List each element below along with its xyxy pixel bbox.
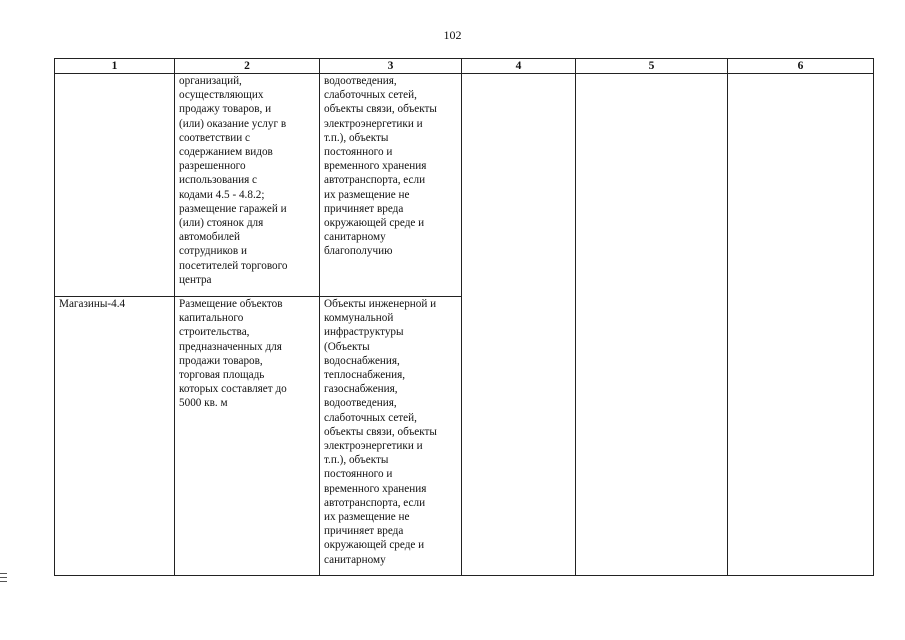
cell-use-name: [55, 74, 175, 297]
cell-text: водоотведения, слаботочных сетей, объекты связи, объекты электроэнергетики и т.п.), объекты постоянного и временного хранения автотранспорта, если их размещение не причиняет вреда окружающей среде и санитарному благополучию: [324, 75, 437, 258]
table-body: [55, 74, 874, 576]
cell-use-description: [175, 297, 320, 576]
cell-text: Магазины-4.4: [59, 298, 126, 310]
page-number: 102: [443, 28, 462, 42]
header-col-3: 3: [320, 59, 462, 74]
header-col-1: 1: [55, 59, 175, 74]
cell-col-6: [728, 74, 874, 576]
cell-auxiliary-uses: [320, 74, 462, 297]
cell-use-name: [55, 297, 175, 576]
header-col-4: 4: [462, 59, 576, 74]
table-header: [55, 59, 874, 74]
header-col-5: 5: [576, 59, 728, 74]
scan-edge-mark: [0, 573, 7, 582]
header-row: [55, 59, 874, 74]
header-col-6: 6: [728, 59, 874, 74]
cell-text: Объекты инженерной и коммунальной инфраструктуры (Объекты водоснабжения, теплоснабжения, газоснабжения, водоотведения, слаботочных сетей, объекты связи, объекты электроэнергетики и т.п.), объекты постоянного и временного хранения автотранспорта, если их размещение не причиняет вреда окружающей среде и санитарному: [324, 298, 437, 566]
cell-text: Размещение объектов капитального строительства, предназначенных для продажи товаров, торговая площадь которых составляет до 5000 кв. м: [179, 298, 287, 410]
regulations-table: [54, 58, 874, 576]
cell-col-4: [462, 74, 576, 576]
cell-text: организаций, осуществляющих продажу товаров, и (или) оказание услуг в соответствии с содержанием видов разрешенного использования с кодами 4.5 - 4.8.2; размещение гаражей и (или) стоянок для автомобилей сотрудников и посетителей торгового центра: [179, 75, 288, 286]
cell-auxiliary-uses: [320, 297, 462, 576]
table-row: [55, 74, 874, 297]
header-col-2: 2: [175, 59, 320, 74]
cell-use-description: [175, 74, 320, 297]
cell-col-5: [576, 74, 728, 576]
